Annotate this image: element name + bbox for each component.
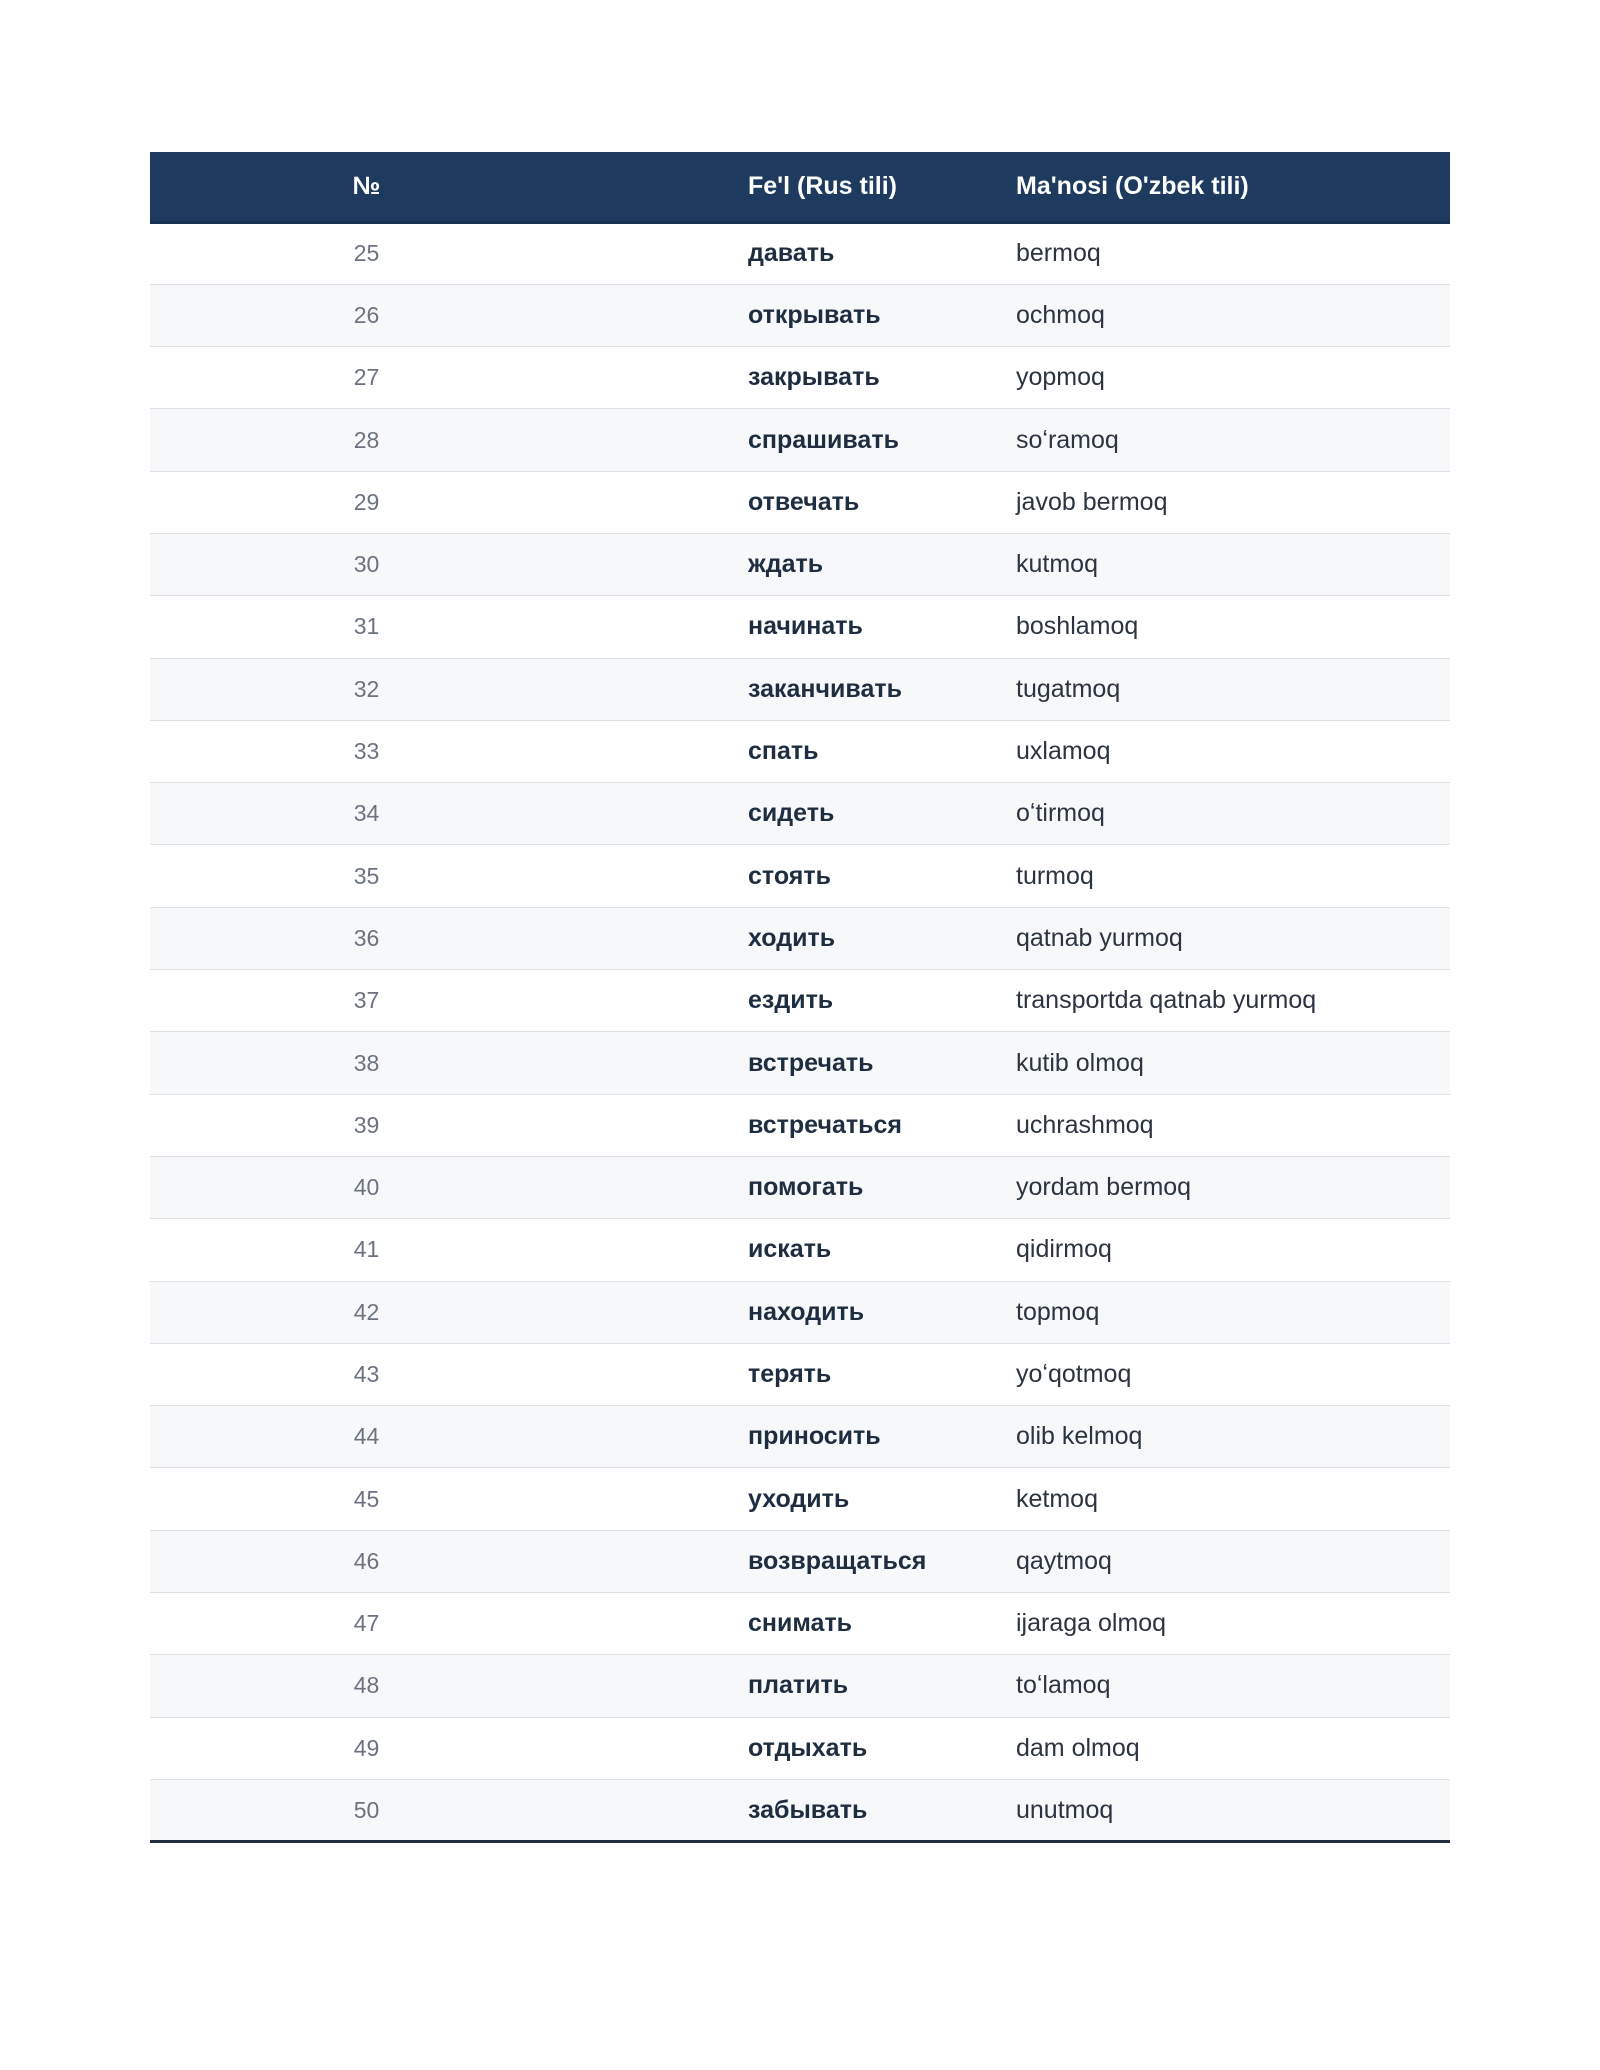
table-row (150, 783, 1450, 845)
table-row (150, 409, 1450, 471)
row-number: 39 (353, 1111, 380, 1138)
header-row (150, 152, 1450, 222)
header-verb-russian: Fe'l (Rus tili) (583, 152, 1016, 222)
row-number: 46 (353, 1547, 380, 1574)
row-verb-russian: возвращаться (748, 1546, 927, 1575)
row-meaning-uzbek: yopmoq (1016, 363, 1105, 392)
row-meaning-uzbek: qidirmoq (1016, 1235, 1112, 1264)
row-verb-russian: терять (748, 1359, 832, 1388)
row-meaning-uzbek: turmoq (1016, 861, 1094, 890)
row-meaning-uzbek: qatnab yurmoq (1016, 923, 1183, 952)
row-meaning-uzbek: qaytmoq (1016, 1546, 1112, 1575)
row-number: 29 (353, 488, 380, 515)
table-row (150, 907, 1450, 969)
row-meaning-uzbek: uchrashmoq (1016, 1110, 1154, 1139)
table-row (150, 658, 1450, 720)
table-row (150, 1406, 1450, 1468)
row-verb-russian: открывать (748, 300, 881, 329)
table-row (150, 284, 1450, 346)
row-verb-russian: начинать (748, 612, 863, 641)
row-verb-russian: искать (748, 1235, 832, 1264)
row-number: 26 (353, 301, 380, 328)
row-number: 31 (353, 613, 380, 640)
row-meaning-uzbek: olib kelmoq (1016, 1422, 1143, 1451)
table-header (150, 152, 1450, 222)
row-number: 50 (353, 1796, 380, 1823)
table-row (150, 347, 1450, 409)
verb-table-container (150, 152, 1450, 1843)
table-row (150, 1343, 1450, 1405)
row-verb-russian: закрывать (748, 363, 880, 392)
row-meaning-uzbek: javob bermoq (1016, 487, 1168, 516)
row-verb-russian: забывать (748, 1795, 868, 1824)
row-verb-russian: платить (748, 1671, 849, 1700)
row-verb-russian: встречать (748, 1048, 874, 1077)
row-verb-russian: давать (748, 239, 835, 268)
row-verb-russian: приносить (748, 1422, 881, 1451)
row-number: 32 (353, 675, 380, 702)
row-meaning-uzbek: transportda qatnab yurmoq (1016, 986, 1317, 1015)
row-number: 45 (353, 1485, 380, 1512)
row-meaning-uzbek: yordam bermoq (1016, 1173, 1192, 1202)
row-meaning-uzbek: yoʻqotmoq (1016, 1359, 1132, 1388)
row-number: 42 (353, 1298, 380, 1325)
row-meaning-uzbek: soʻramoq (1016, 425, 1119, 454)
row-number: 36 (353, 924, 380, 951)
row-verb-russian: ездить (748, 986, 834, 1015)
row-verb-russian: уходить (748, 1484, 850, 1513)
row-verb-russian: спрашивать (748, 425, 899, 454)
row-number: 43 (353, 1360, 380, 1387)
table-row (150, 222, 1450, 284)
row-number: 37 (353, 987, 380, 1014)
table-body (150, 222, 1450, 1842)
row-number: 27 (353, 364, 380, 391)
row-meaning-uzbek: ketmoq (1016, 1484, 1098, 1513)
row-number: 47 (353, 1610, 380, 1637)
row-number: 34 (353, 800, 380, 827)
row-meaning-uzbek: bermoq (1016, 239, 1101, 268)
row-verb-russian: ждать (748, 550, 824, 579)
table-row (150, 1779, 1450, 1841)
row-meaning-uzbek: tugatmoq (1016, 674, 1121, 703)
row-number: 28 (353, 426, 380, 453)
table-row (150, 1156, 1450, 1218)
table-row (150, 533, 1450, 595)
row-number: 49 (353, 1734, 380, 1761)
table-row (150, 1593, 1450, 1655)
table-row (150, 720, 1450, 782)
row-verb-russian: находить (748, 1297, 865, 1326)
row-verb-russian: встречаться (748, 1110, 902, 1139)
row-number: 25 (353, 240, 380, 267)
table-row (150, 1655, 1450, 1717)
row-verb-russian: отвечать (748, 487, 860, 516)
row-meaning-uzbek: ochmoq (1016, 300, 1105, 329)
table-row (150, 1468, 1450, 1530)
row-meaning-uzbek: uxlamoq (1016, 737, 1111, 766)
row-verb-russian: помогать (748, 1173, 864, 1202)
row-meaning-uzbek: oʻtirmoq (1016, 799, 1105, 828)
table-row (150, 471, 1450, 533)
row-number: 35 (353, 862, 380, 889)
row-meaning-uzbek: toʻlamoq (1016, 1671, 1111, 1700)
row-verb-russian: ходить (748, 923, 836, 952)
row-number: 38 (353, 1049, 380, 1076)
header-number: № (150, 152, 583, 222)
row-meaning-uzbek: topmoq (1016, 1297, 1100, 1326)
row-meaning-uzbek: ijaraga olmoq (1016, 1609, 1167, 1638)
table-row (150, 845, 1450, 907)
table-row (150, 970, 1450, 1032)
table-row (150, 1717, 1450, 1779)
row-verb-russian: отдыхать (748, 1733, 868, 1762)
row-number: 40 (353, 1174, 380, 1201)
row-meaning-uzbek: dam olmoq (1016, 1733, 1140, 1762)
row-number: 30 (353, 551, 380, 578)
row-meaning-uzbek: unutmoq (1016, 1795, 1114, 1824)
row-meaning-uzbek: kutmoq (1016, 550, 1098, 579)
row-verb-russian: стоять (748, 861, 831, 890)
row-number: 41 (353, 1236, 380, 1263)
table-row (150, 1094, 1450, 1156)
header-meaning-uzbek: Ma'nosi (O'zbek tili) (1016, 152, 1450, 222)
table-row (150, 1530, 1450, 1592)
row-verb-russian: заканчивать (748, 674, 902, 703)
row-number: 44 (353, 1423, 380, 1450)
row-meaning-uzbek: kutib olmoq (1016, 1048, 1144, 1077)
row-number: 33 (353, 738, 380, 765)
row-meaning-uzbek: boshlamoq (1016, 612, 1139, 641)
row-number: 48 (353, 1672, 380, 1699)
verb-table (150, 152, 1450, 1843)
table-row (150, 1281, 1450, 1343)
row-verb-russian: сидеть (748, 799, 835, 828)
row-verb-russian: спать (748, 737, 819, 766)
table-row (150, 1219, 1450, 1281)
table-row (150, 1032, 1450, 1094)
table-row (150, 596, 1450, 658)
row-verb-russian: снимать (748, 1609, 853, 1638)
